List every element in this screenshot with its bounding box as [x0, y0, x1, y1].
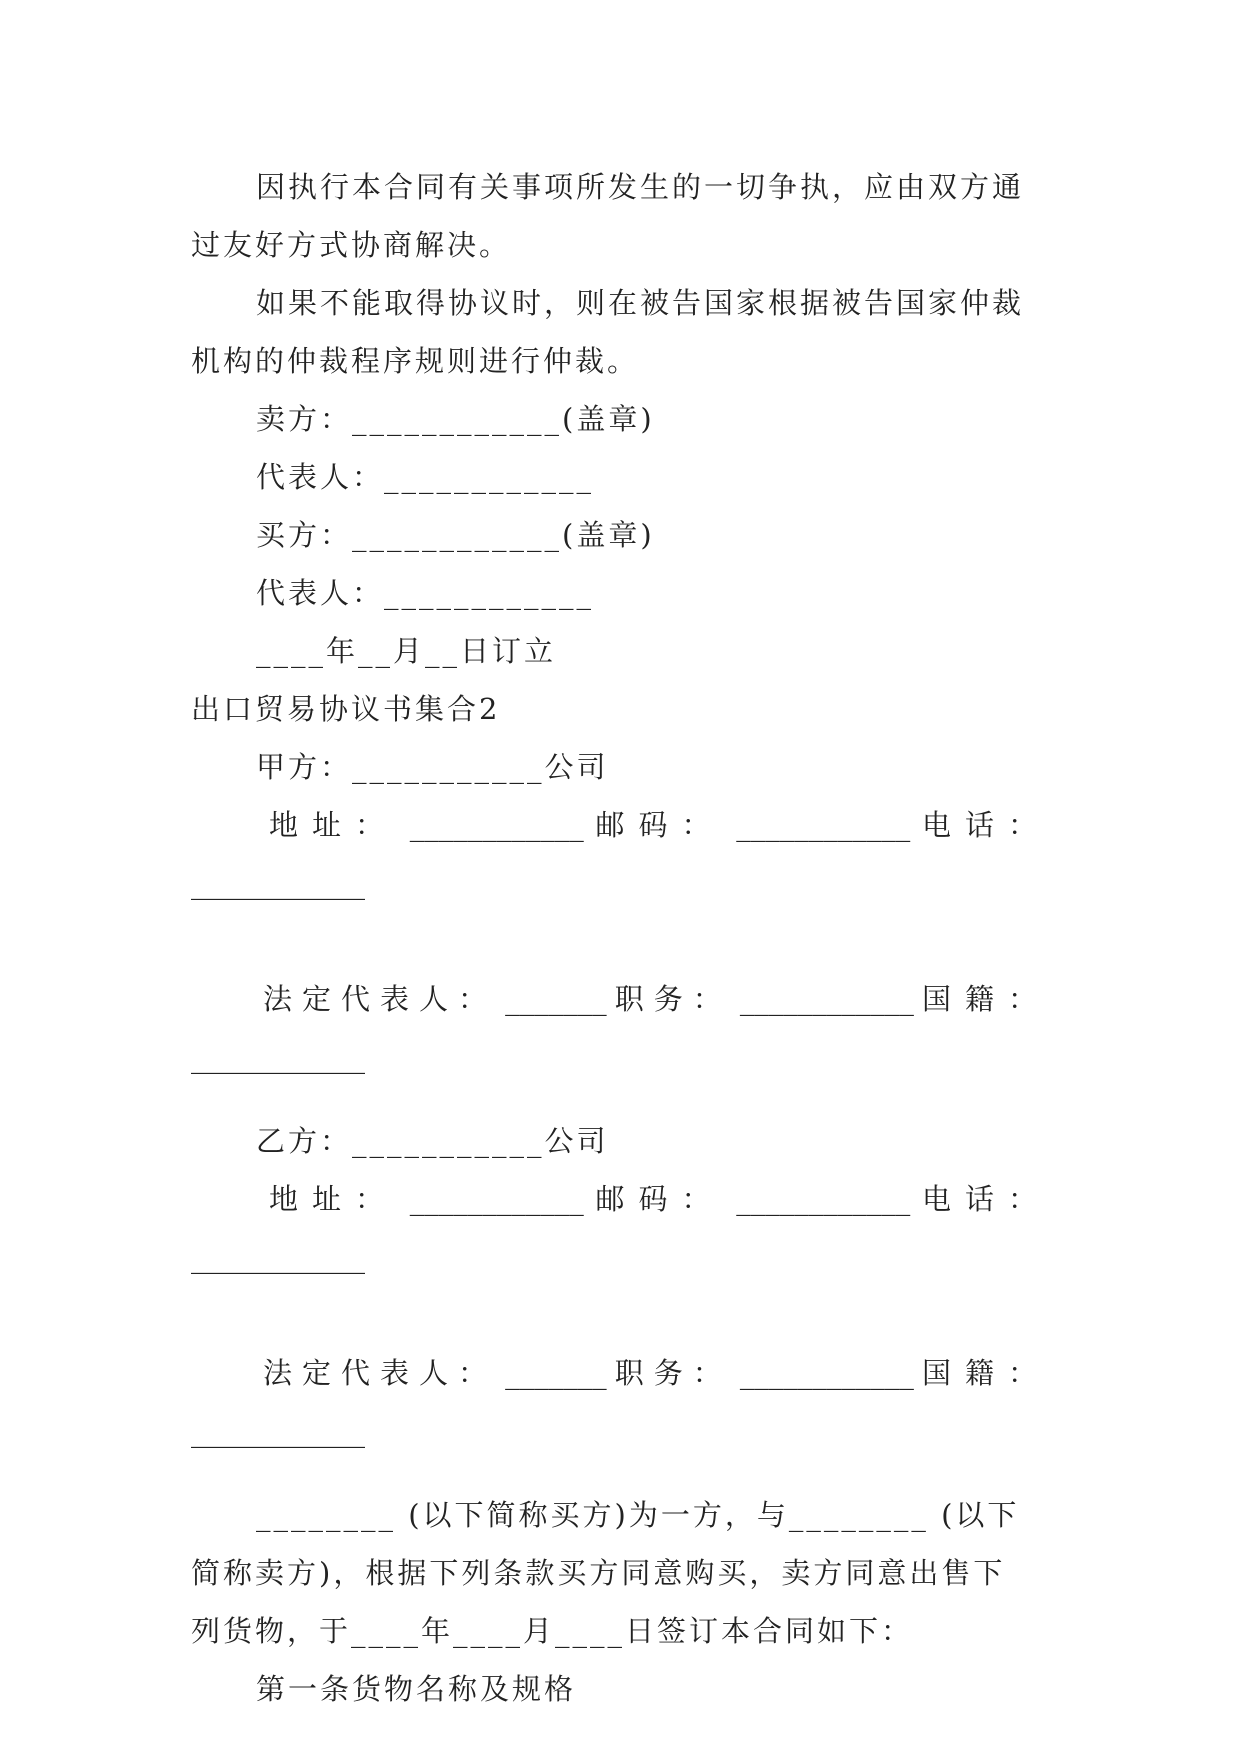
address-blank: ____________: [409, 808, 584, 842]
party-b-legal-line: [191, 1344, 1051, 1402]
nationality-blank: ____________: [191, 1414, 365, 1448]
paragraph-line: 如果不能取得协议时，则在被告国家根据被告国家仲裁: [256, 286, 1025, 320]
position-label: 职务：: [614, 982, 732, 1016]
buyer-signature-line: 买方：____________(盖章): [256, 518, 655, 552]
intro-line: ________ (以下简称买方)为一方，与________ (以下: [256, 1498, 1020, 1532]
buyer-representative-line: 代表人：____________: [256, 576, 595, 610]
party-b-company-line: 乙方：___________公司: [256, 1124, 609, 1158]
nationality-label: 国籍：: [921, 1356, 1051, 1390]
nationality-label: 国籍：: [921, 982, 1051, 1016]
paragraph-line: 过友好方式协商解决。: [191, 228, 512, 262]
party-a-contact-line: [191, 796, 1051, 854]
position-blank: ____________: [739, 1356, 914, 1390]
legal-rep-label: 法定代表人：: [263, 1356, 498, 1390]
intro-line: 列货物，于____年____月____日签订本合同如下：: [191, 1614, 914, 1648]
legal-rep-blank: _______: [505, 982, 607, 1016]
position-blank: ____________: [739, 982, 914, 1016]
postcode-label: 邮码：: [595, 1182, 725, 1216]
section-title: 出口贸易协议书集合2: [191, 692, 501, 726]
phone-blank: ____________: [191, 866, 365, 900]
signing-date-line: ____年__月__日订立: [256, 634, 557, 668]
nationality-blank: ____________: [191, 1040, 365, 1074]
paragraph-line: 机构的仲裁程序规则进行仲裁。: [191, 344, 640, 378]
postcode-label: 邮码：: [595, 808, 725, 842]
intro-line: 简称卖方)，根据下列条款买方同意购买，卖方同意出售下: [191, 1556, 1006, 1590]
party-b-contact-line: [191, 1170, 1051, 1228]
legal-rep-label: 法定代表人：: [263, 982, 498, 1016]
paragraph-line: 因执行本合同有关事项所发生的一切争执，应由双方通: [256, 170, 1025, 204]
postcode-blank: ____________: [736, 1182, 911, 1216]
phone-label: 电话：: [921, 808, 1051, 842]
legal-rep-blank: _______: [505, 1356, 607, 1390]
article-title: 第一条货物名称及规格: [256, 1672, 577, 1706]
party-a-company-line: 甲方：___________公司: [256, 750, 609, 784]
address-blank: ____________: [409, 1182, 584, 1216]
party-a-legal-line: [191, 970, 1051, 1028]
position-label: 职务：: [614, 1356, 732, 1390]
document-page: [191, 158, 1051, 1718]
address-label: 地址：: [269, 1182, 399, 1216]
address-label: 地址：: [269, 808, 399, 842]
phone-blank: ____________: [191, 1240, 365, 1274]
seller-representative-line: 代表人：____________: [256, 460, 595, 494]
postcode-blank: ____________: [736, 808, 911, 842]
seller-signature-line: 卖方：____________(盖章): [256, 402, 655, 436]
phone-label: 电话：: [921, 1182, 1051, 1216]
